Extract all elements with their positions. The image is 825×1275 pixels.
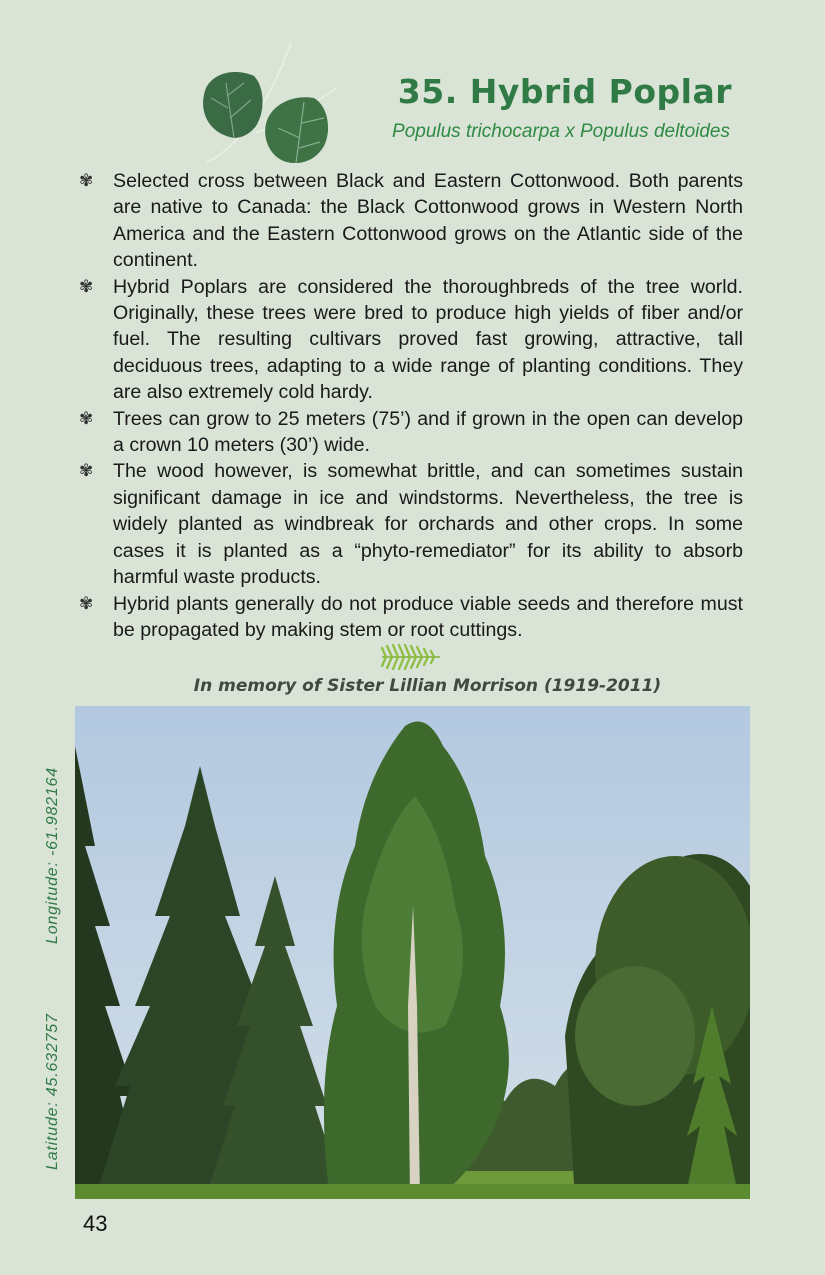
list-item: [77, 274, 743, 406]
page-number: 43: [83, 1211, 108, 1236]
poplar-leaves-icon: [196, 38, 346, 173]
list-item-text: Hybrid plants generally do not produce viable seeds and therefore must be propagated by making stem or root cuttings.: [113, 592, 743, 641]
fleuron-bullet-icon: ✾: [79, 593, 94, 613]
list-item: [77, 406, 743, 459]
list-item-text: Hybrid Poplars are considered the thoroughbreds of the tree world. Originally, these trees were bred to produce high yields of fiber and/or fuel. The resulting cultivars proved fast growing, attractive, tall deciduous trees, adapting to a wide range of planting conditions. They are also extremely cold hardy.: [113, 275, 743, 404]
page-title: 35. Hybrid Poplar: [397, 72, 732, 111]
list-item-text: Selected cross between Black and Eastern Cottonwood. Both parents are native to Canada: the Black Cottonwood grows in Western North America and the Eastern Cottonwood grows on the Atlantic side of the continent.: [113, 170, 743, 272]
list-item-text: Trees can grow to 25 meters (75’) and if grown in the open can develop a crown 10 meters (30’) wide.: [113, 407, 743, 457]
list-item: [77, 591, 743, 644]
fern-divider-icon: [380, 644, 442, 670]
list-item: [77, 458, 743, 590]
list-item: [77, 168, 743, 274]
scientific-name: Populus trichocarpa x Populus deltoides: [392, 121, 730, 142]
list-item-text: The wood however, is somewhat brittle, and can sometimes sustain significant damage in ice and windstorms. Nevertheless, the tree is widely planted as windbreak for orchards and other crops. In some cases it is planted as a “phyto-remediator” for its ability to absorb harmful waste products.: [113, 460, 743, 589]
fleuron-bullet-icon: ✾: [79, 461, 94, 481]
fleuron-bullet-icon: ✾: [79, 276, 94, 296]
tree-photo: [75, 706, 750, 1199]
fact-list: [77, 168, 743, 643]
memorial-dedication: In memory of Sister Lillian Morrison (1919-2011): [193, 676, 662, 696]
fleuron-bullet-icon: ✾: [79, 171, 94, 190]
fleuron-bullet-icon: ✾: [79, 408, 94, 428]
latitude-label: Latitude: 45.632757: [44, 1013, 61, 1170]
longitude-label: Longitude: -61.982164: [44, 767, 61, 944]
